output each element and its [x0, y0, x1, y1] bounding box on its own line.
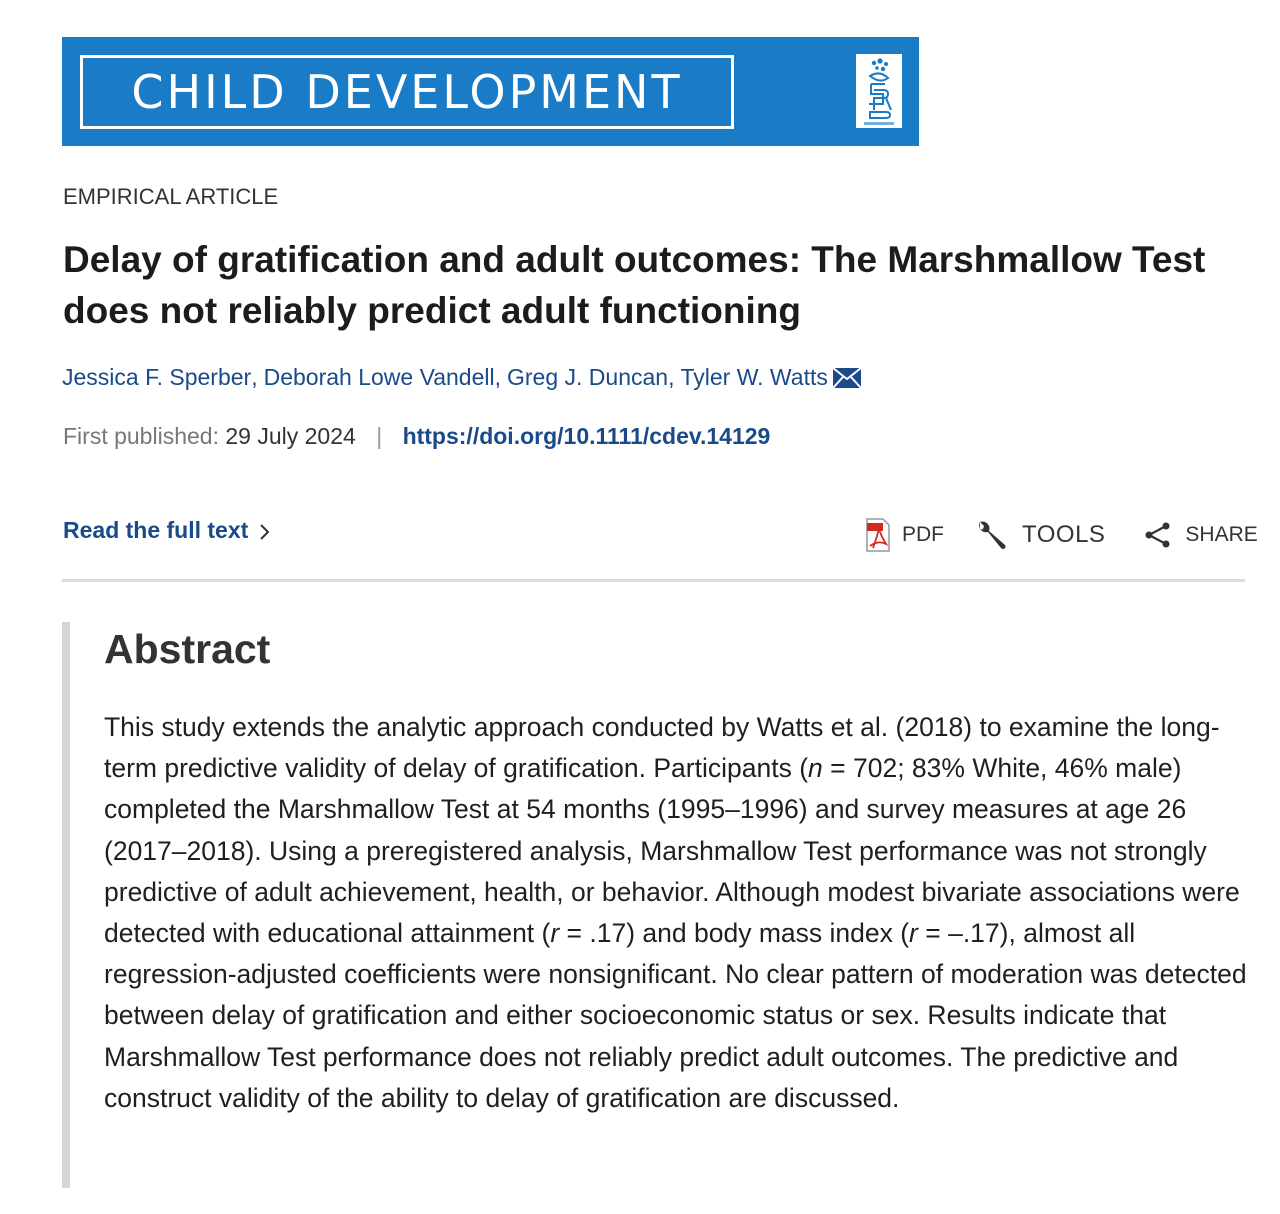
abstract-text-segment: This study extends the analytic approach conducted by Watts et al. (2018) to examine the long-term predictive validity of delay of gratification. Participants ( [104, 712, 1220, 784]
n-symbol: n [808, 753, 823, 784]
abstract-text-segment: = –.17), almost all regression-adjusted coefficients were nonsignificant. No clear pattern of moderation was detected between delay of gratification and either socioeconomic status or sex. Results indicate that Marshmallow Test performance does not reliably predict adult outcomes. The predictive and construct validity of the ability to delay of gratification are discussed. [104, 918, 1247, 1113]
abstract-text-segment: = .17) and body mass index ( [559, 918, 910, 949]
doi-link[interactable]: https://doi.org/10.1111/cdev.14129 [402, 423, 771, 449]
meta-separator: | [376, 423, 383, 449]
publication-info [63, 423, 770, 450]
abstract-text-segment: = 702; 83% White, 46% male) completed the Marshmallow Test at 54 months (1995–1996) and survey measures at age 26 (2017–2018). Using a preregistered analysis, Marshmallow Test performance was not strongly predictive of adult achievement, health, or behavior. Although modest bivariate associations were detected with educational attainment ( [104, 753, 1240, 949]
srcd-logo-mark [856, 54, 902, 128]
chevron-right-icon [258, 521, 272, 541]
author-link[interactable]: Deborah Lowe Vandell [263, 364, 495, 390]
r-symbol: r [550, 918, 560, 949]
wrench-icon [974, 518, 1008, 552]
journal-banner[interactable] [62, 37, 919, 146]
read-full-text-link[interactable] [63, 517, 272, 544]
pdf-label: PDF [902, 523, 944, 546]
tools-button[interactable] [974, 518, 1105, 552]
article-type-label: EMPIRICAL ARTICLE [63, 184, 279, 209]
author-link[interactable]: Tyler W. Watts [680, 364, 828, 390]
first-published-date: 29 July 2024 [225, 423, 356, 449]
author-separator: , [668, 364, 675, 390]
author-separator: , [494, 364, 501, 390]
abstract-accent-bar [62, 622, 70, 1188]
article-toolbar [864, 515, 1258, 555]
author-list [62, 364, 862, 391]
journal-title-frame [80, 55, 734, 129]
author-link[interactable]: Greg J. Duncan [507, 364, 669, 390]
abstract-body [104, 707, 1254, 1119]
article-title: Delay of gratification and adult outcomes: The Marshmallow Test does not reliably predict adult functioning [63, 239, 1206, 331]
share-button[interactable] [1143, 520, 1257, 550]
abstract-heading: Abstract [104, 626, 271, 672]
tools-label: TOOLS [1022, 521, 1106, 548]
srcd-logo [856, 54, 902, 128]
pdf-icon [864, 518, 892, 552]
first-published-label: First published: [63, 423, 219, 449]
author-separator: , [251, 364, 258, 390]
pdf-button[interactable] [864, 518, 944, 552]
share-icon [1143, 520, 1173, 550]
email-icon[interactable] [832, 367, 862, 389]
journal-title: CHILD DEVELOPMENT [131, 65, 683, 119]
share-label: SHARE [1185, 523, 1258, 546]
r-symbol: r [909, 918, 918, 949]
section-divider [62, 579, 1245, 582]
read-full-text-label: Read the full text [63, 517, 249, 543]
author-link[interactable]: Jessica F. Sperber [62, 364, 252, 390]
